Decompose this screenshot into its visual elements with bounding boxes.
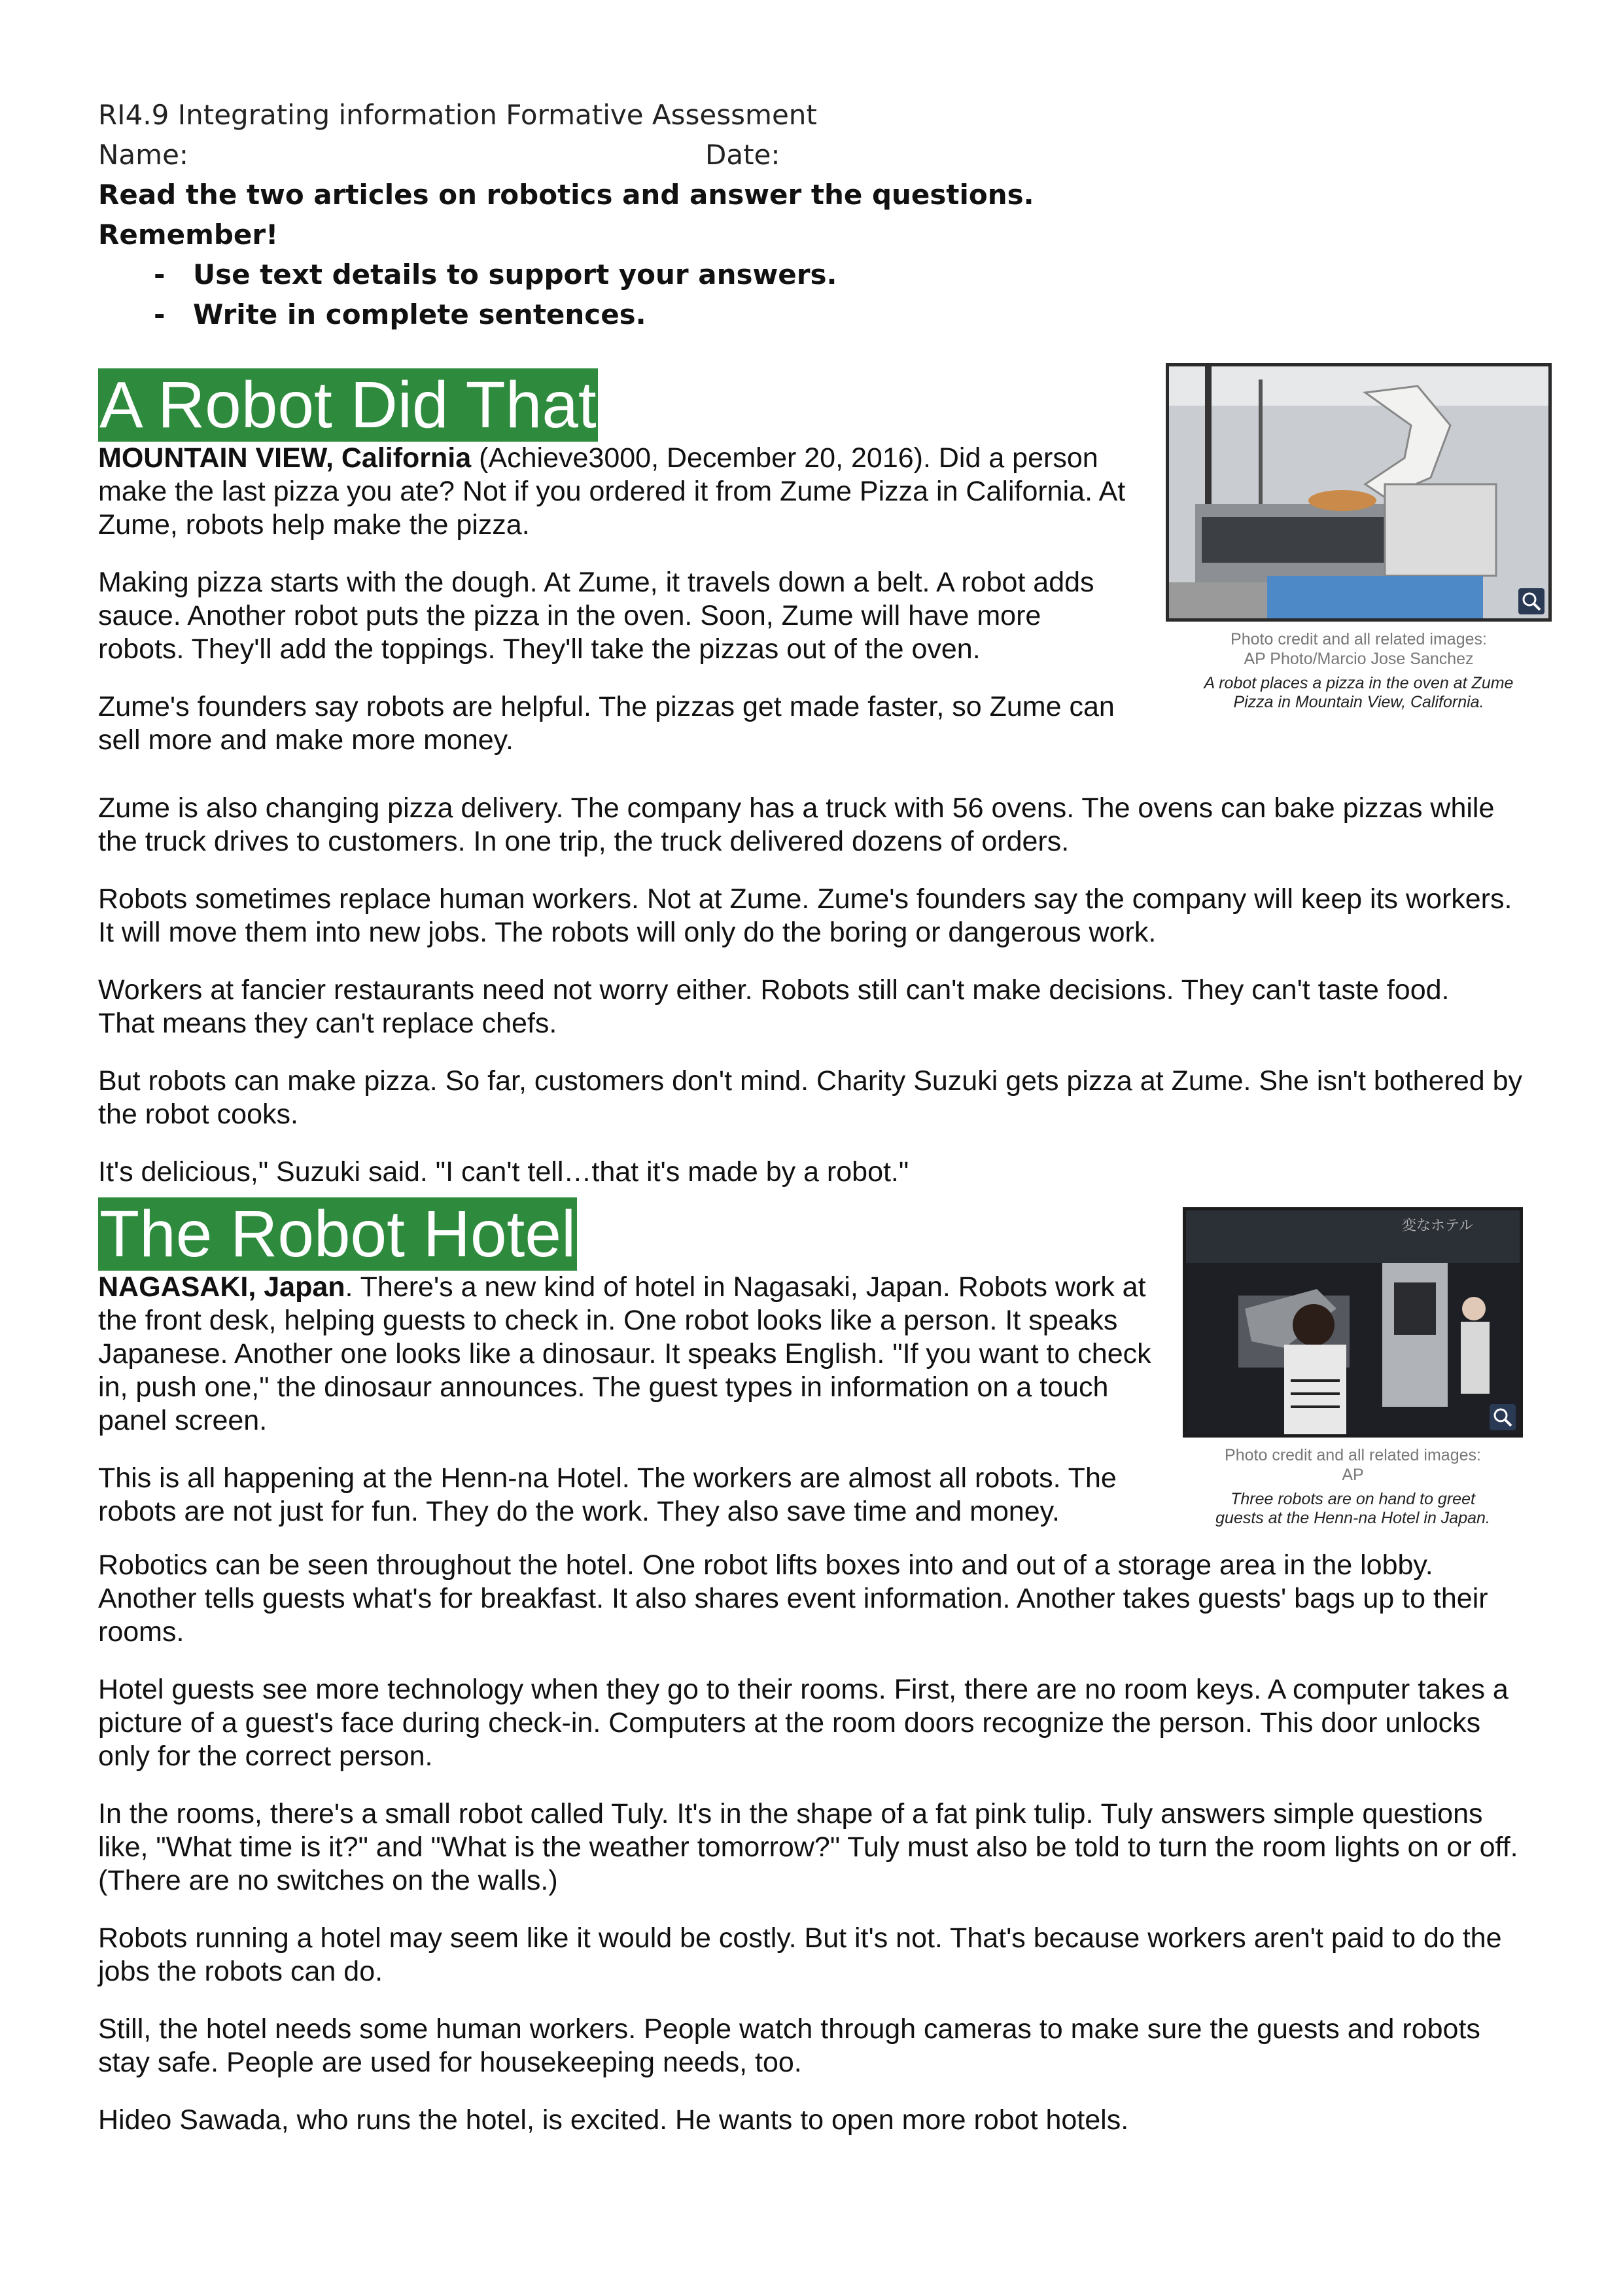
article-2-title: The Robot Hotel: [99, 1197, 576, 1271]
zoom-icon[interactable]: [1490, 1404, 1516, 1430]
article-2-paragraph: Robotics can be seen throughout the hotel. One robot lifts boxes into and out of a storage area in the lobby. Another tells guests what's for breakfast. It also shares event information. Another takes guests' bags up to their rooms.: [98, 1549, 1488, 1648]
date-label: Date:: [705, 139, 780, 171]
assessment-title: RI4.9 Integrating information Formative Assessment: [98, 99, 817, 131]
article-2-lead: [98, 1197, 1158, 1553]
photo-credit-line: Photo credit and all related images:: [1225, 1446, 1481, 1464]
article-1-lead-text: (Achieve3000, December 20, 2016). Did a person make the last pizza you ate? Not if you ordered it from Zume Pizza in California. At Zume, robots help make the pizza.: [98, 442, 1126, 540]
article-2-lead-text: . There's a new kind of hotel in Nagasaki, Japan. Robots work at the front desk, helping guests to check in. One robot looks like a person. It speaks Japanese. Another one looks like a dinosaur. It speaks English. "If you want to check in, push one," the dinosaur announces. The guest types in information on a touch panel screen.: [98, 1271, 1151, 1436]
reminder-list: [98, 255, 1531, 334]
name-date-row: [98, 135, 1531, 175]
article-1-paragraph: Workers at fancier restaurants need not worry either. Robots still can't make decisions. They can't taste food. That means they can't replace chefs.: [98, 974, 1450, 1039]
article-1-dateline: MOUNTAIN VIEW, California: [98, 442, 472, 474]
photo-caption: Three robots are on hand to greet guests at the Henn-na Hotel in Japan.: [1215, 1490, 1490, 1527]
article-2-photo-block: [1183, 1207, 1523, 1528]
article-1-paragraph: Zume is also changing pizza delivery. The company has a truck with 56 ovens. The ovens can bake pizzas while the truck drives to customers. In one trip, the truck delivered dozens of orders.: [98, 792, 1495, 857]
worksheet-page: [98, 95, 1531, 2136]
article-2-paragraph: Hideo Sawada, who runs the hotel, is excited. He wants to open more robot hotels.: [98, 2104, 1129, 2136]
article-1-body: [98, 792, 1531, 1213]
article-2-paragraph: [98, 1271, 1151, 1438]
reminder-item: - Write in complete sentences.: [154, 294, 1531, 334]
remember-label: Remember!: [98, 219, 279, 251]
photo-caption: A robot places a pizza in the oven at Zume Pizza in Mountain View, California.: [1204, 674, 1514, 711]
photo-credit-source: AP Photo/Marcio Jose Sanchez: [1244, 650, 1474, 668]
article-1-paragraph: It's delicious," Suzuki said. "I can't tell…that it's made by a robot.": [98, 1156, 909, 1188]
article-2-paragraph: Robots running a hotel may seem like it would be costly. But it's not. That's because workers aren't paid to do the jobs the robots can do.: [98, 1922, 1502, 1987]
article-2-paragraph: Still, the hotel needs some human workers. People watch through cameras to make sure the guests and robots stay safe. People are used for housekeeping needs, too.: [98, 2013, 1480, 2078]
name-label: Name:: [98, 139, 189, 171]
hotel-robots-image: [1186, 1210, 1523, 1434]
pizza-robot-image: [1169, 366, 1552, 618]
reminder-item: - Use text details to support your answers.: [154, 255, 1531, 294]
photo-credit-line: Photo credit and all related images:: [1230, 630, 1487, 648]
article-1-paragraph: Making pizza starts with the dough. At Zume, it travels down a belt. A robot adds sauce. Another robot puts the pizza in the oven. Soon, Zume will have more robots. They'll add the toppings. They'll take the pizzas out of the oven.: [98, 567, 1094, 665]
article-2-dateline: NAGASAKI, Japan: [98, 1271, 345, 1303]
article-1-photo-block: [1166, 363, 1552, 712]
photo-credit-source: AP: [1342, 1466, 1364, 1484]
article-1-paragraph: [98, 442, 1132, 542]
article-1-paragraph: Robots sometimes replace human workers. Not at Zume. Zume's founders say the company will keep its workers. It will move them into new jobs. The robots will only do the boring or dangerous work.: [98, 883, 1512, 948]
article-1-paragraph: But robots can make pizza. So far, customers don't mind. Charity Suzuki gets pizza at Zume. She isn't bothered by the robot cooks.: [98, 1065, 1523, 1130]
instruction-text: Read the two articles on robotics and answer the questions.: [98, 179, 1034, 211]
pizza-robot-photo: [1166, 363, 1552, 622]
article-1-title: A Robot Did That: [99, 368, 597, 442]
article-2-paragraph: This is all happening at the Henn-na Hotel. The workers are almost all robots. The robots are not just for fun. They do the work. They also save time and money.: [98, 1462, 1117, 1527]
hotel-sign-text: 変なホテル: [1402, 1218, 1473, 1234]
article-2-paragraph: Hotel guests see more technology when they go to their rooms. First, there are no room keys. A computer takes a picture of a guest's face during check-in. Computers at the room doors recognize the person. This door unlocks only for the correct person.: [98, 1674, 1509, 1772]
photo-credit: [1166, 629, 1552, 669]
photo-credit: [1183, 1445, 1523, 1485]
article-1-paragraph: Zume's founders say robots are helpful. The pizzas get made faster, so Zume can sell more and make more money.: [98, 691, 1115, 756]
article-2-body: [98, 1549, 1531, 2161]
hotel-robots-photo: [1183, 1207, 1523, 1438]
article-1-lead: [98, 368, 1132, 781]
article-2-paragraph: In the rooms, there's a small robot called Tuly. It's in the shape of a fat pink tulip. Tuly answers simple questions like, "What time is it?" and "What is the weather tomorrow?" Tuly must also be told to turn the room lights on or off. (There are no switches on the walls.): [98, 1798, 1518, 1896]
zoom-icon[interactable]: [1518, 588, 1544, 614]
